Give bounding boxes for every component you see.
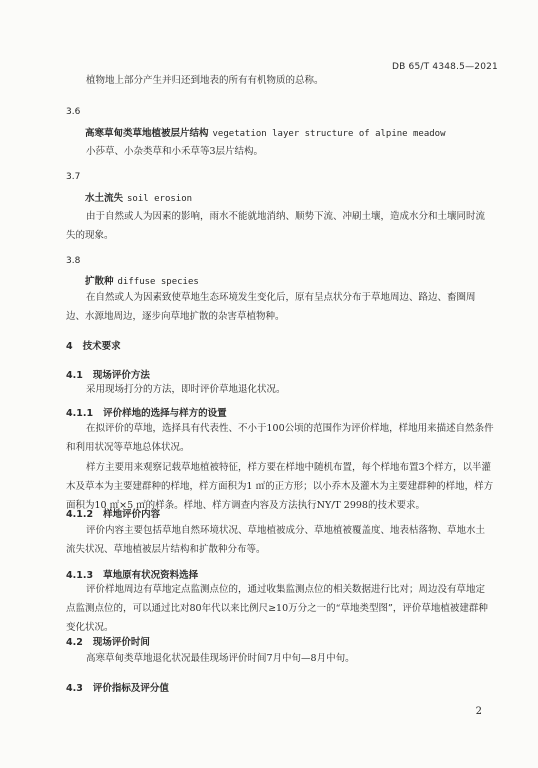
- paragraph-text: 小莎草、小杂类草和小禾草等3层片结构。: [86, 146, 264, 157]
- standard-code: DB 65/T 4348.5—2021: [391, 62, 498, 72]
- paragraph-text: 高寒草甸类草地退化状况最佳现场评价时间7月中旬—8月中旬。: [86, 653, 355, 664]
- page-number: 2: [475, 706, 482, 717]
- paragraph-text: 采用现场打分的方法，即时评价草地退化状况。: [86, 384, 286, 395]
- term-en: vegetation layer structure of alpine meadow: [212, 129, 446, 139]
- paragraph-text: 样方主要用来观察记载草地植被特征，样方要在样地中随机布置，每个样地布置3个样方，以半灌木及草本为主要建群种的样地，样方面积为1 ㎡的正方形；以小乔木及灌木为主要建群种的样地，样方面积为10 ㎡×5 ㎡的样条。样地、样方调查内容及方法执行NY/T 2998的技术要求。: [66, 462, 494, 511]
- term-zh: 高寒草甸类草地植被层片结构: [85, 128, 209, 139]
- term-heading: [85, 125, 446, 139]
- paragraph-text: 评价样地周边有草地定点监测点位的，通过收集监测点位的相关数据进行比对；周边没有草地定点监测点位的，可以通过比对80年代以来比例尺≥10万分之一的“草地类型图”，评价草地植被建群种变化状况。: [66, 584, 488, 633]
- paragraph: [66, 142, 494, 161]
- paragraph-text: 植物地上部分产生并归还到地表的所有有机物质的总称。: [86, 75, 324, 86]
- section-number: 4.1.2: [66, 509, 94, 520]
- section-number: 4.3: [66, 683, 83, 694]
- paragraph-text: 在拟评价的草地，选择具有代表性、不小于100公顷的范围作为评价样地，样地用来描述自然条件和利用状况等草地总体状况。: [66, 423, 494, 453]
- section-title: 现场评价时间: [92, 637, 150, 648]
- section-title: 技术要求: [82, 341, 121, 352]
- section-heading: [66, 367, 150, 381]
- paragraph: [66, 288, 494, 326]
- paragraph: [66, 419, 494, 457]
- term-number: 3.8: [66, 256, 81, 266]
- paragraph: [66, 649, 494, 668]
- paragraph: [66, 580, 494, 637]
- section-number: 4.2: [66, 637, 83, 648]
- term-en: soil erosion: [127, 194, 193, 204]
- section-heading: [66, 567, 198, 581]
- section-heading: [66, 634, 150, 648]
- term-number: 3.6: [66, 107, 81, 117]
- section-title: 评价指标及评分值: [92, 683, 169, 694]
- section-number: 4.1.3: [66, 570, 94, 581]
- section-title: 草地原有状况资料选择: [103, 570, 199, 581]
- term-en: diffuse species: [117, 277, 199, 287]
- paragraph-text: 在自然或人为因素致使草地生态环境发生变化后，原有呈点状分布于草地周边、路边、畜圈周边、水源地周边，逐步向草地扩散的杂害草植物种。: [66, 292, 476, 322]
- section-title: 样地评价内容: [103, 509, 161, 520]
- term-zh: 扩散种: [85, 276, 114, 287]
- section-number: 4.1.1: [66, 408, 94, 419]
- term-zh: 水土流失: [85, 193, 124, 204]
- paragraph: [66, 207, 494, 245]
- section-number: 4.1: [66, 370, 83, 381]
- term-number: 3.7: [66, 172, 81, 182]
- paragraph: [66, 71, 494, 90]
- term-heading: [85, 273, 199, 287]
- paragraph: [66, 380, 494, 399]
- term-heading: [85, 190, 192, 204]
- section-title: 评价样地的选择与样方的设置: [103, 408, 227, 419]
- paragraph-text: 由于自然或人为因素的影响，雨水不能就地消纳、顺势下流、冲刷土壤，造成水分和土壤同时流失的现象。: [66, 211, 486, 241]
- section-heading: [66, 405, 227, 419]
- paragraph-text: 评价内容主要包括草地自然环境状况、草地植被成分、草地植被覆盖度、地表枯落物、草地水土流失状况、草地植被层片结构和扩散种分布等。: [66, 525, 486, 555]
- section-title: 现场评价方法: [92, 370, 150, 381]
- section-heading: [66, 506, 160, 520]
- paragraph: [66, 521, 494, 559]
- section-heading: [66, 338, 121, 352]
- section-heading: [66, 680, 169, 694]
- section-number: 4: [66, 341, 73, 352]
